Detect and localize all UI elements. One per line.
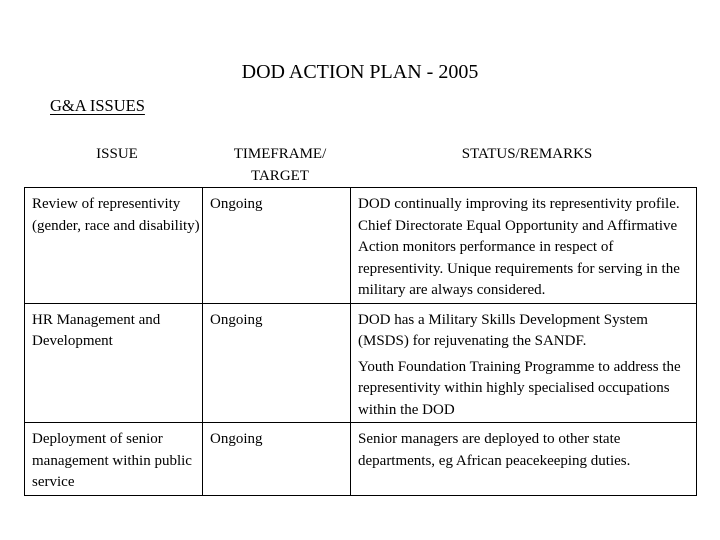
header-timeframe-line2: TARGET	[251, 168, 309, 184]
status-paragraph: DOD continually improving its representivity profile. Chief Directorate Equal Opportunity and Affirmative Action monitors performance in respect of representivity. Unique requirements for serving in the military are always considered.	[358, 196, 680, 298]
table-row	[25, 303, 697, 423]
issue-cell: Review of representivity (gender, race and disability)	[25, 188, 203, 304]
status-paragraph: Senior managers are deployed to other state departments, eg African peacekeeping duties.	[358, 431, 631, 469]
action-plan-table	[24, 136, 697, 496]
status-cell	[351, 423, 697, 496]
section-subtitle: G&A ISSUES	[50, 96, 145, 115]
header-timeframe-line1: TIMEFRAME/	[233, 146, 327, 162]
timeframe-cell: Ongoing	[203, 188, 351, 304]
table-header-row	[25, 136, 697, 188]
status-cell	[351, 188, 697, 304]
issue-cell: HR Management and Development	[25, 303, 203, 423]
header-issue: ISSUE	[96, 146, 138, 162]
status-cell	[351, 303, 697, 423]
header-timeframe	[203, 136, 351, 188]
timeframe-cell: Ongoing	[203, 303, 351, 423]
status-paragraph: DOD has a Military Skills Development System (MSDS) for rejuvenating the SANDF.	[358, 311, 648, 349]
header-status: STATUS/REMARKS	[461, 146, 593, 162]
timeframe-cell: Ongoing	[203, 423, 351, 496]
table-row	[25, 188, 697, 304]
status-paragraph: Youth Foundation Training Programme to address the representivity within highly specialised occupations within the DOD	[358, 358, 681, 418]
table-row	[25, 423, 697, 496]
page-title: DOD ACTION PLAN - 2005	[241, 61, 479, 83]
issue-cell: Deployment of senior management within public service	[25, 423, 203, 496]
